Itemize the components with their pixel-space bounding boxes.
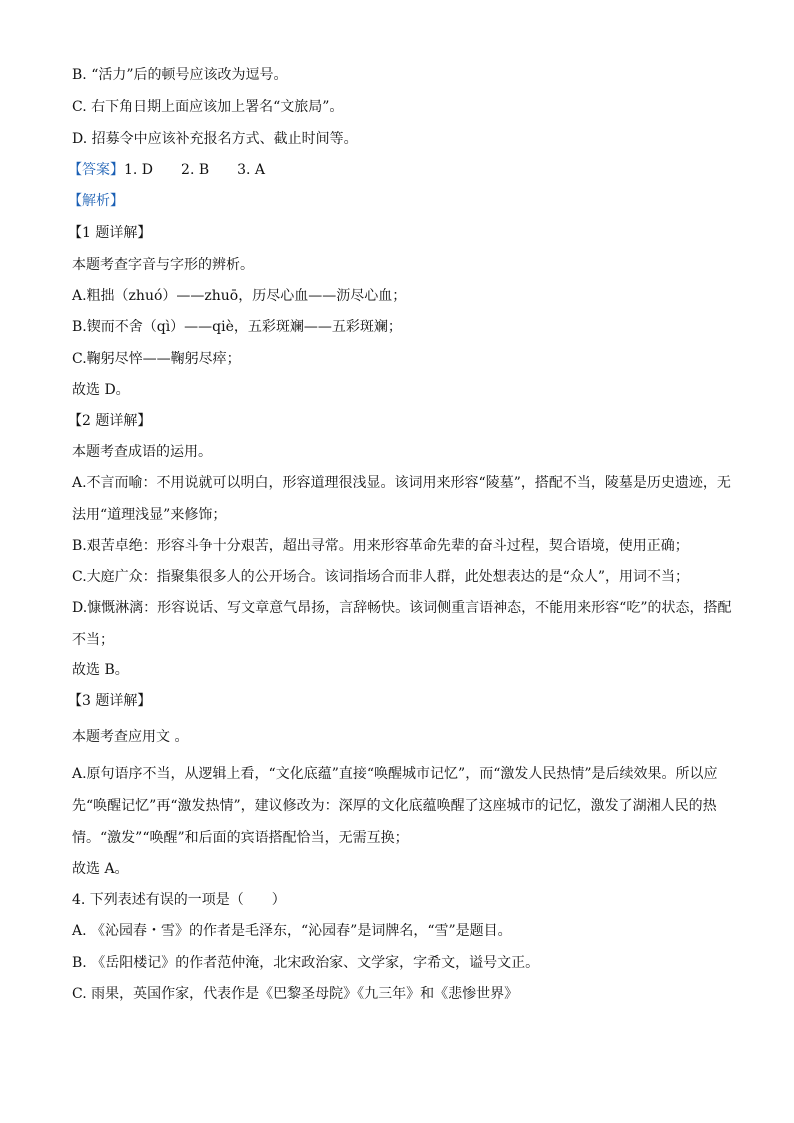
- q3-line-1: 本题考查应用文 。: [72, 729, 189, 745]
- answer-text: 1. D 2. B 3. A: [124, 162, 266, 178]
- q1-heading: 【1 题详解】: [68, 225, 152, 241]
- q2-line-1: 本题考查成语的运用。: [72, 444, 212, 460]
- q2-heading: 【2 题详解】: [68, 413, 152, 429]
- answer-line: [68, 161, 728, 179]
- answer-tag: 【答案】: [68, 162, 124, 178]
- q4-option-b: B. 《岳阳楼记》的作者范仲淹，北宋政治家、文学家，字希文，谥号文正。: [72, 955, 540, 971]
- analysis-tag: 【解析】: [68, 193, 124, 209]
- q1-line-1: 本题考查字音与字形的辨析。: [72, 257, 254, 273]
- option-c-text: C. 右下角日期上面应该加上署名“文旅局”。: [72, 99, 344, 115]
- q3-heading: 【3 题详解】: [68, 693, 152, 709]
- q4-option-c: C. 雨果，英国作家，代表作是《巴黎圣母院》《九三年》和《悲惨世界》: [72, 986, 519, 1002]
- option-b-text: B. “活力”后的顿号应该改为逗号。: [72, 67, 288, 83]
- option-d-text: D. 招募令中应该补充报名方式、截止时间等。: [72, 131, 358, 147]
- q1-line-4: C.鞠躬尽悴——鞠躬尽瘁；: [72, 351, 241, 367]
- q2-line-4: C.大庭广众：指聚集很多人的公开场合。该词指场合而非人群，此处想表达的是“众人”，用词不当；: [72, 569, 689, 585]
- q4-stem: 4. 下列表述有误的一项是（ ）: [72, 892, 286, 908]
- q2-line-5: D.慷慨淋漓：形容说话、写文章意气昂扬，言辞畅快。该词侧重言语神态，不能用来形容“吃”的状态，搭配不当；: [72, 600, 732, 648]
- q2-line-3: B.艰苦卓绝：形容斗争十分艰苦，超出寻常。用来形容革命先辈的奋斗过程，契合语境，使用正确；: [72, 538, 689, 554]
- q3-line-3: 故选 A。: [72, 861, 129, 877]
- q2-line-2: A.不言而喻：不用说就可以明白，形容道理很浅显。该词用来形容“陵墓”，搭配不当，陵墓是历史遗迹，无法用“道理浅显”来修饰；: [72, 475, 731, 523]
- q1-line-3: B.锲而不舍（qì）——qiè，五彩斑斓——五彩斑斓；: [72, 319, 402, 335]
- q2-line-6: 故选 B。: [72, 662, 129, 678]
- q1-line-5: 故选 D。: [72, 382, 130, 398]
- q3-line-2: A.原句语序不当，从逻辑上看，“文化底蕴”直接“唤醒城市记忆”，而“激发人民热情”是后续效果。所以应先“唤醒记忆”再“激发热情”，建议修改为：深厚的文化底蕴唤醒了这座城市的记忆，激发了湖湘人民的热情。“激发”“唤醒”和后面的宾语搭配恰当，无需互换；: [72, 766, 718, 846]
- q4-option-a: A. 《沁园春・雪》的作者是毛泽东，“沁园春”是词牌名，“雪”是题目。: [72, 923, 512, 939]
- q1-line-2: A.粗拙（zhuó）——zhuō，历尽心血——沥尽心血；: [72, 288, 407, 304]
